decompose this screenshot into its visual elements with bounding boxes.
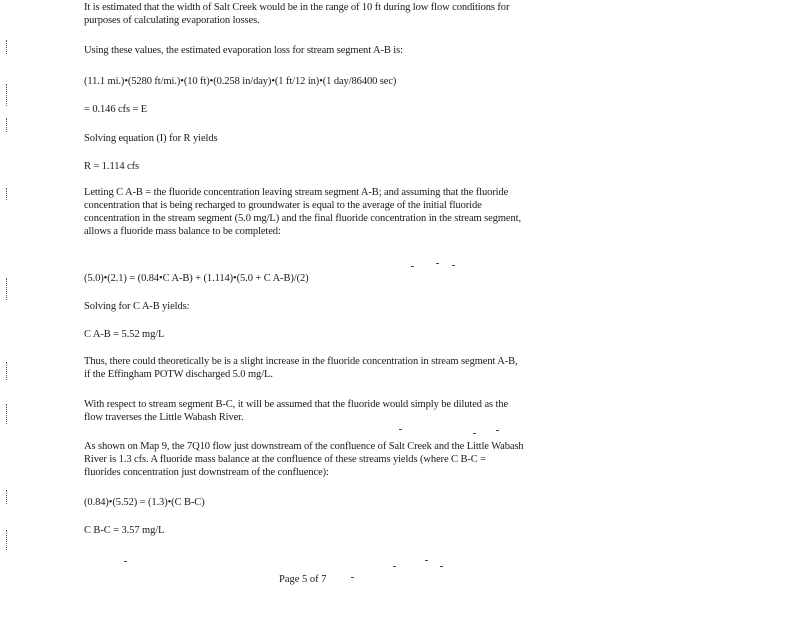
- paragraph-mass-balance-setup: Letting C A-B = the fluoride concentration leaving stream segment A-B; and assuming that the fluoride concentration that is being recharged to groundwater is equal to the average of the initial fluoride concentration in the stream segment (5.0 mg/L) and the final fluoride concentration in the stream segment, allows a fluoride mass balance to be completed:: [84, 187, 521, 237]
- scan-speck: [393, 566, 396, 567]
- equation-mass-balance-bc: (0.84)•(5.52) = (1.3)•(C B-C): [84, 497, 205, 508]
- scan-speck: [473, 433, 476, 434]
- scan-speck: [452, 265, 455, 266]
- paragraph-width-estimate: It is estimated that the width of Salt Creek would be in the range of 10 ft during low flow conditions for purposes of calculating evaporation losses.: [84, 2, 510, 26]
- scan-speck: [124, 561, 127, 562]
- scan-speck: [425, 560, 428, 561]
- paragraph-evaporation-intro: Using these values, the estimated evaporation loss for stream segment A-B is:: [84, 45, 403, 56]
- paragraph-solving-cab: Solving for C A-B yields:: [84, 301, 190, 312]
- scan-speck: [440, 566, 443, 567]
- equation-cab-result: C A-B = 5.52 mg/L: [84, 329, 165, 340]
- paragraph-confluence: As shown on Map 9, the 7Q10 flow just downstream of the confluence of Salt Creek and the Little Wabash River is 1.3 cfs. A fluoride mass balance at the confluence of these streams yields (where C B-C = fluorides concentration just downstream of the confluence):: [84, 441, 524, 478]
- scan-artifact-margin: [6, 188, 15, 200]
- scan-artifact-margin: [6, 84, 15, 106]
- paragraph-segment-bc: With respect to stream segment B-C, it will be assumed that the fluoride would simply be diluted as the flow traverses the Little Wabash River.: [84, 399, 509, 423]
- scan-artifact-margin: [6, 278, 15, 300]
- scan-speck: [411, 266, 414, 267]
- equation-r-result: R = 1.114 cfs: [84, 161, 139, 172]
- scan-speck: [436, 263, 439, 264]
- equation-evaporation: (11.1 mi.)•(5280 ft/mi.)•(10 ft)•(0.258 in/day)•(1 ft/12 in)•(1 day/86400 sec): [84, 76, 397, 87]
- paragraph-solving-r: Solving equation (I) for R yields: [84, 133, 218, 144]
- scan-speck: [496, 430, 499, 431]
- paragraph-increase-conclusion: Thus, there could theoretically be is a slight increase in the fluoride concentration in stream segment A-B, if the Effingham POTW discharged 5.0 mg/L.: [84, 356, 518, 380]
- scan-artifact-margin: [6, 362, 15, 380]
- page-number: Page 5 of 7: [279, 574, 327, 585]
- scan-artifact-margin: [6, 490, 15, 504]
- scan-speck: [351, 577, 354, 578]
- equation-cbc-result: C B-C = 3.57 mg/L: [84, 525, 165, 536]
- equation-evaporation-result: = 0.146 cfs = E: [84, 104, 148, 115]
- scan-artifact-margin: [6, 40, 15, 54]
- scan-artifact-margin: [6, 118, 15, 132]
- scan-speck: [399, 429, 402, 430]
- scan-artifact-margin: [6, 530, 15, 550]
- scan-artifact-margin: [6, 404, 15, 424]
- equation-mass-balance-ab: (5.0)•(2.1) = (0.84•C A-B) + (1.114)•(5.0 + C A-B)/(2): [84, 273, 309, 284]
